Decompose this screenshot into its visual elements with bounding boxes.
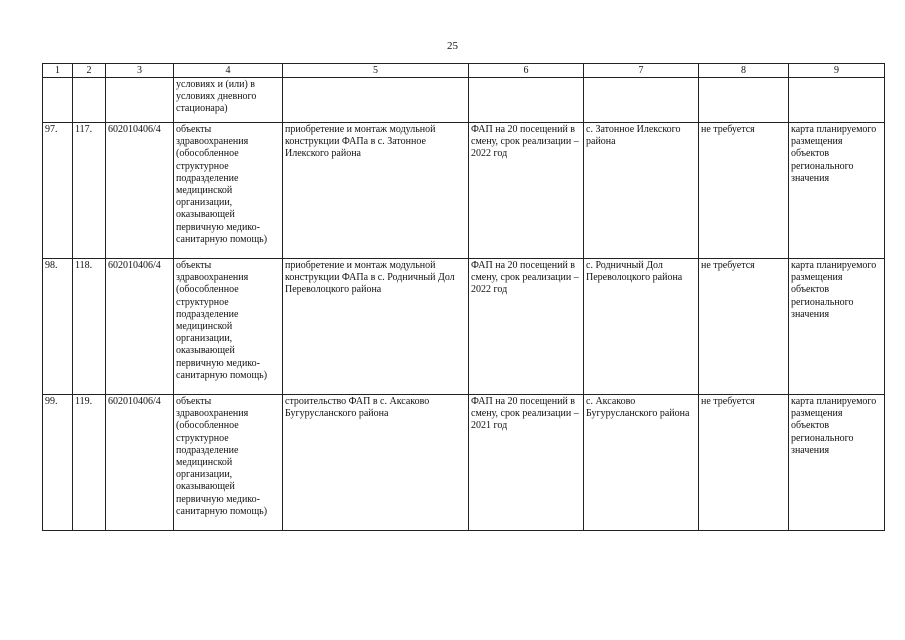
cell — [469, 78, 584, 123]
row-number: 97. — [43, 123, 73, 259]
continuation-object-cell: условиях и (или) в условиях дневного стационара) — [174, 78, 283, 123]
row-id: 118. — [73, 259, 106, 395]
header-cell: 2 — [73, 64, 106, 78]
cell — [584, 78, 699, 123]
header-cell: 6 — [469, 64, 584, 78]
row-id: 117. — [73, 123, 106, 259]
row-characteristics: ФАП на 20 посещений в смену, срок реализации – 2022 год — [469, 123, 584, 259]
cell — [789, 78, 885, 123]
header-cell: 5 — [283, 64, 469, 78]
cell — [283, 78, 469, 123]
row-code: 602010406/4 — [106, 123, 174, 259]
table-row — [43, 395, 885, 531]
row-map: карта планируемого размещения объектов регионального значения — [789, 395, 885, 531]
header-cell: 9 — [789, 64, 885, 78]
row-location: с. Затонное Илекского района — [584, 123, 699, 259]
row-object: объекты здравоохранения (обособленное структурное подразделение медицинской организации, оказывающей первичную медико-санитарную помощь) — [174, 259, 283, 395]
header-cell: 4 — [174, 64, 283, 78]
header-cell: 7 — [584, 64, 699, 78]
header-cell: 3 — [106, 64, 174, 78]
row-number: 98. — [43, 259, 73, 395]
row-purpose: строительство ФАП в с. Аксаково Бугурусланского района — [283, 395, 469, 531]
header-cell: 1 — [43, 64, 73, 78]
cell — [106, 78, 174, 123]
row-object: объекты здравоохранения (обособленное структурное подразделение медицинской организации, оказывающей первичную медико-санитарную помощь) — [174, 123, 283, 259]
cell — [73, 78, 106, 123]
table-row — [43, 259, 885, 395]
row-characteristics: ФАП на 20 посещений в смену, срок реализации – 2022 год — [469, 259, 584, 395]
continuation-row — [43, 78, 885, 123]
page-number: 25 — [447, 40, 458, 52]
row-location: с. Родничный Дол Переволоцкого района — [584, 259, 699, 395]
row-zones: не требуется — [699, 395, 789, 531]
row-map: карта планируемого размещения объектов регионального значения — [789, 123, 885, 259]
row-characteristics: ФАП на 20 посещений в смену, срок реализации – 2021 год — [469, 395, 584, 531]
row-object: объекты здравоохранения (обособленное структурное подразделение медицинской организации, оказывающей первичную медико-санитарную помощь) — [174, 395, 283, 531]
cell — [699, 78, 789, 123]
row-zones: не требуется — [699, 259, 789, 395]
row-number: 99. — [43, 395, 73, 531]
header-row — [43, 64, 885, 78]
row-location: с. Аксаково Бугурусланского района — [584, 395, 699, 531]
objects-table — [42, 63, 885, 531]
cell — [43, 78, 73, 123]
row-code: 602010406/4 — [106, 395, 174, 531]
row-map: карта планируемого размещения объектов регионального значения — [789, 259, 885, 395]
header-cell: 8 — [699, 64, 789, 78]
table-row — [43, 123, 885, 259]
row-zones: не требуется — [699, 123, 789, 259]
row-purpose: приобретение и монтаж модульной конструкции ФАПа в с. Родничный Дол Переволоцкого района — [283, 259, 469, 395]
row-code: 602010406/4 — [106, 259, 174, 395]
row-id: 119. — [73, 395, 106, 531]
row-purpose: приобретение и монтаж модульной конструкции ФАПа в с. Затонное Илекского района — [283, 123, 469, 259]
